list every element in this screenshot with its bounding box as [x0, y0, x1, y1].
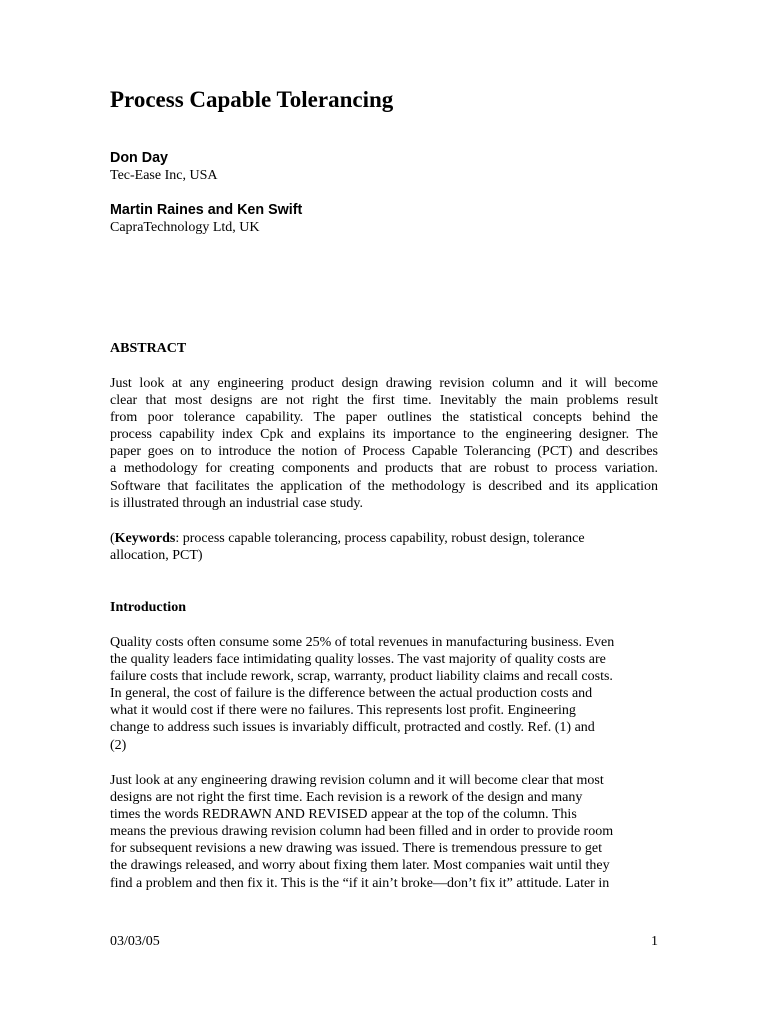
- introduction-line: means the previous drawing revision column had been filled and in order to provide room: [110, 824, 614, 840]
- keywords-line: allocation, PCT): [110, 548, 203, 564]
- abstract-paragraph: [110, 375, 658, 512]
- author-name-2: Martin Raines and Ken Swift: [110, 202, 303, 218]
- introduction-line: In general, the cost of failure is the difference between the actual production costs and: [110, 686, 593, 702]
- document-page: [110, 0, 658, 1024]
- introduction-line: (2): [110, 737, 127, 753]
- keywords-label: Keywords: [114, 531, 176, 546]
- abstract-line: paper goes on to introduce the notion of Process Capable Tolerancing (PCT) and describes: [110, 444, 658, 460]
- introduction-line: failure costs that include rework, scrap, warranty, product liability claims and recall costs.: [110, 669, 613, 685]
- introduction-line: designs are not right the first time. Each revision is a rework of the design and many: [110, 790, 583, 806]
- keywords-text: : process capable tolerancing, process capability, robust design, tolerance: [175, 531, 585, 546]
- introduction-line: Just look at any engineering drawing revision column and it will become clear that most: [110, 773, 604, 788]
- document-title: Process Capable Tolerancing: [110, 87, 394, 112]
- introduction-line: change to address such issues is invariably difficult, protracted and costly. Ref. (1) and: [110, 720, 595, 736]
- introduction-line: for subsequent revisions a new drawing was issued. There is tremendous pressure to get: [110, 841, 602, 857]
- abstract-line: Software that facilitates the application of the methodology is described and its application: [110, 478, 658, 494]
- introduction-line: what it would cost if there were no failures. This represents lost profit. Engineering: [110, 703, 576, 719]
- introduction-line: the quality leaders face intimidating quality losses. The vast majority of quality costs are: [110, 652, 606, 668]
- abstract-line: Just look at any engineering product design drawing revision column and it will become: [110, 376, 658, 391]
- keywords-line: [110, 530, 658, 547]
- author-affiliation-2: CapraTechnology Ltd, UK: [110, 220, 260, 235]
- abstract-line: process capability index Cpk and explains its importance to the engineering designer. The: [110, 427, 658, 443]
- abstract-line: from poor tolerance capability. The paper outlines the statistical concepts behind the: [110, 410, 658, 426]
- introduction-line: times the words REDRAWN AND REVISED appear at the top of the column. This: [110, 807, 577, 823]
- introduction-paragraph-2: [110, 772, 658, 892]
- abstract-line: is illustrated through an industrial case study.: [110, 495, 363, 511]
- keywords-open-paren: (: [110, 531, 115, 546]
- introduction-paragraph-1: [110, 634, 658, 754]
- introduction-heading: Introduction: [110, 600, 186, 615]
- introduction-line: the drawings released, and worry about fixing them later. Most companies wait until they: [110, 858, 610, 874]
- abstract-heading: ABSTRACT: [110, 341, 187, 356]
- introduction-line: Quality costs often consume some 25% of total revenues in manufacturing business. Even: [110, 635, 615, 650]
- footer-page-number: 1: [651, 934, 658, 949]
- footer-date: 03/03/05: [110, 934, 160, 949]
- author-affiliation-1: Tec-Ease Inc, USA: [110, 168, 218, 183]
- author-name-1: Don Day: [110, 150, 168, 166]
- abstract-line: clear that most designs are not right the first time. Inevitably the main problems result: [110, 393, 658, 409]
- keywords-paragraph: [110, 530, 658, 564]
- introduction-line: find a problem and then fix it. This is the “if it ain’t broke—don’t fix it” attitude. Later in: [110, 875, 610, 891]
- abstract-line: a methodology for creating components and products that are robust to process variation.: [110, 461, 658, 477]
